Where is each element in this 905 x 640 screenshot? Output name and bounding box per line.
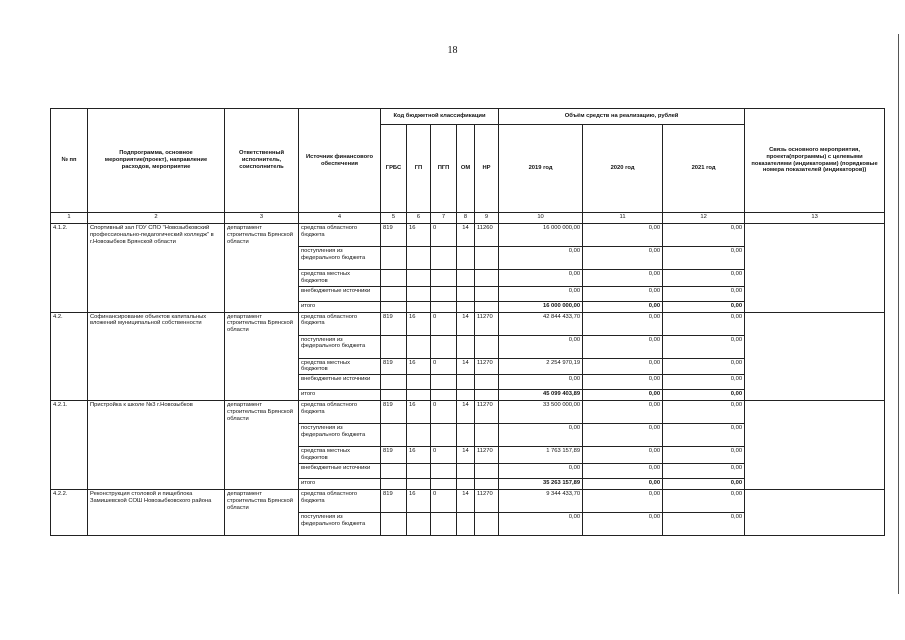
- amount-2020: 0,00: [583, 489, 663, 512]
- amount-2020: 0,00: [583, 358, 663, 375]
- indicator-link: [745, 312, 885, 401]
- column-number: 11: [583, 213, 663, 224]
- amount-2019: 0,00: [499, 270, 583, 287]
- total-code-empty: [407, 478, 431, 489]
- budget-table: [50, 108, 885, 536]
- amount-2019: 2 254 970,19: [499, 358, 583, 375]
- code-nr: [475, 286, 499, 301]
- column-number: 2: [88, 213, 225, 224]
- code-pgp: [431, 463, 457, 478]
- amount-2021: 0,00: [663, 335, 745, 358]
- code-pgp: [431, 247, 457, 270]
- total-2020: 0,00: [583, 478, 663, 489]
- code-nr: 11270: [475, 358, 499, 375]
- funding-source: средства местных бюджетов: [299, 358, 381, 375]
- code-om: [457, 270, 475, 287]
- funding-source: средства местных бюджетов: [299, 270, 381, 287]
- amount-2019: 0,00: [499, 286, 583, 301]
- header-volume: Объём средств на реализацию, рублей: [499, 109, 745, 125]
- total-code-empty: [431, 301, 457, 312]
- code-pgp: 0: [431, 224, 457, 247]
- column-number: 10: [499, 213, 583, 224]
- total-code-empty: [475, 390, 499, 401]
- code-nr: [475, 375, 499, 390]
- total-code-empty: [381, 390, 407, 401]
- amount-2021: 0,00: [663, 463, 745, 478]
- funding-source: внебюджетные источники: [299, 463, 381, 478]
- indicator-link: [745, 489, 885, 535]
- code-grbs: 819: [381, 447, 407, 464]
- amount-2020: 0,00: [583, 424, 663, 447]
- total-code-empty: [407, 301, 431, 312]
- header-link: Связь основного мероприятия, проекта(программы) с целевыми показателями (индикаторами) (порядковые номера показателей (индикаторов)): [745, 109, 885, 213]
- table-header: [51, 109, 885, 224]
- code-grbs: 819: [381, 489, 407, 512]
- total-code-empty: [381, 478, 407, 489]
- code-nr: 11270: [475, 312, 499, 335]
- amount-2020: 0,00: [583, 312, 663, 335]
- code-gp: 16: [407, 447, 431, 464]
- amount-2021: 0,00: [663, 375, 745, 390]
- amount-2021: 0,00: [663, 512, 745, 535]
- amount-2021: 0,00: [663, 424, 745, 447]
- total-2021: 0,00: [663, 301, 745, 312]
- code-gp: 16: [407, 489, 431, 512]
- column-number: 12: [663, 213, 745, 224]
- code-gp: 16: [407, 312, 431, 335]
- code-grbs: 819: [381, 312, 407, 335]
- total-2020: 0,00: [583, 390, 663, 401]
- code-om: [457, 375, 475, 390]
- amount-2021: 0,00: [663, 447, 745, 464]
- code-om: 14: [457, 401, 475, 424]
- code-pgp: [431, 375, 457, 390]
- code-om: [457, 512, 475, 535]
- code-om: 14: [457, 312, 475, 335]
- amount-2019: 16 000 000,00: [499, 224, 583, 247]
- code-gp: [407, 375, 431, 390]
- amount-2021: 0,00: [663, 224, 745, 247]
- amount-2021: 0,00: [663, 286, 745, 301]
- header-2020: 2020 год: [583, 125, 663, 213]
- item-number: 4.2.1.: [51, 401, 88, 490]
- item-executor: департамент строительства Брянской области: [225, 312, 299, 401]
- header-om: ОМ: [457, 125, 475, 213]
- table-row: [51, 489, 885, 512]
- amount-2020: 0,00: [583, 335, 663, 358]
- amount-2021: 0,00: [663, 312, 745, 335]
- code-gp: [407, 270, 431, 287]
- amount-2019: 9 344 433,70: [499, 489, 583, 512]
- code-gp: [407, 463, 431, 478]
- code-grbs: [381, 335, 407, 358]
- code-om: 14: [457, 489, 475, 512]
- code-om: 14: [457, 358, 475, 375]
- item-executor: департамент строительства Брянской области: [225, 224, 299, 313]
- code-nr: 11270: [475, 447, 499, 464]
- total-2019: 45 099 403,89: [499, 390, 583, 401]
- header-executor: Ответственный исполнитель, соисполнитель: [225, 109, 299, 213]
- column-number: 8: [457, 213, 475, 224]
- code-nr: [475, 247, 499, 270]
- code-nr: [475, 424, 499, 447]
- table-row: [51, 312, 885, 335]
- funding-source: средства областного бюджета: [299, 489, 381, 512]
- code-grbs: [381, 424, 407, 447]
- header-grbs: ГРБС: [381, 125, 407, 213]
- header-2021: 2021 год: [663, 125, 745, 213]
- code-grbs: [381, 375, 407, 390]
- amount-2019: 0,00: [499, 512, 583, 535]
- amount-2020: 0,00: [583, 512, 663, 535]
- column-number: 7: [431, 213, 457, 224]
- amount-2020: 0,00: [583, 224, 663, 247]
- code-nr: [475, 270, 499, 287]
- column-number: 5: [381, 213, 407, 224]
- code-gp: [407, 247, 431, 270]
- item-number: 4.2.2.: [51, 489, 88, 535]
- code-om: [457, 286, 475, 301]
- amount-2020: 0,00: [583, 375, 663, 390]
- total-2019: 16 000 000,00: [499, 301, 583, 312]
- total-2021: 0,00: [663, 390, 745, 401]
- code-gp: 16: [407, 358, 431, 375]
- item-name: Софинансирование объектов капитальных вложений муниципальной собственности: [88, 312, 225, 401]
- scan-edge-line: [898, 34, 899, 594]
- column-number: 3: [225, 213, 299, 224]
- amount-2020: 0,00: [583, 286, 663, 301]
- code-grbs: [381, 247, 407, 270]
- amount-2019: 1 763 157,89: [499, 447, 583, 464]
- funding-source: средства областного бюджета: [299, 401, 381, 424]
- funding-source: поступления из федерального бюджета: [299, 424, 381, 447]
- amount-2020: 0,00: [583, 401, 663, 424]
- header-source: Источник финансового обеспечения: [299, 109, 381, 213]
- code-gp: 16: [407, 224, 431, 247]
- total-code-empty: [457, 478, 475, 489]
- amount-2019: 0,00: [499, 335, 583, 358]
- header-2019: 2019 год: [499, 125, 583, 213]
- code-grbs: 819: [381, 358, 407, 375]
- total-label: итого: [299, 301, 381, 312]
- header-gp: ГП: [407, 125, 431, 213]
- table-row: [51, 224, 885, 247]
- header-budget-code: Код бюджетной классификации: [381, 109, 499, 125]
- total-2021: 0,00: [663, 478, 745, 489]
- code-gp: [407, 335, 431, 358]
- column-number: 6: [407, 213, 431, 224]
- funding-source: внебюджетные источники: [299, 286, 381, 301]
- total-2019: 35 263 157,89: [499, 478, 583, 489]
- code-grbs: 819: [381, 401, 407, 424]
- amount-2019: 42 844 433,70: [499, 312, 583, 335]
- total-label: итого: [299, 390, 381, 401]
- amount-2021: 0,00: [663, 358, 745, 375]
- total-code-empty: [475, 301, 499, 312]
- amount-2020: 0,00: [583, 463, 663, 478]
- code-nr: 11260: [475, 224, 499, 247]
- amount-2019: 0,00: [499, 424, 583, 447]
- total-label: итого: [299, 478, 381, 489]
- amount-2021: 0,00: [663, 489, 745, 512]
- code-pgp: 0: [431, 401, 457, 424]
- amount-2019: 0,00: [499, 463, 583, 478]
- code-om: [457, 335, 475, 358]
- code-grbs: [381, 286, 407, 301]
- code-pgp: [431, 512, 457, 535]
- total-code-empty: [407, 390, 431, 401]
- code-nr: 11270: [475, 489, 499, 512]
- code-om: 14: [457, 224, 475, 247]
- page-number: 18: [447, 45, 458, 56]
- total-code-empty: [475, 478, 499, 489]
- code-gp: 16: [407, 401, 431, 424]
- code-grbs: [381, 463, 407, 478]
- amount-2021: 0,00: [663, 401, 745, 424]
- code-nr: 11270: [475, 401, 499, 424]
- code-om: [457, 247, 475, 270]
- funding-source: поступления из федерального бюджета: [299, 247, 381, 270]
- funding-source: поступления из федерального бюджета: [299, 512, 381, 535]
- code-gp: [407, 512, 431, 535]
- code-pgp: 0: [431, 312, 457, 335]
- item-number: 4.1.2.: [51, 224, 88, 313]
- code-om: [457, 463, 475, 478]
- code-grbs: [381, 270, 407, 287]
- amount-2020: 0,00: [583, 270, 663, 287]
- code-om: [457, 424, 475, 447]
- amount-2021: 0,00: [663, 247, 745, 270]
- total-code-empty: [381, 301, 407, 312]
- code-grbs: 819: [381, 224, 407, 247]
- code-pgp: [431, 286, 457, 301]
- funding-source: средства областного бюджета: [299, 224, 381, 247]
- item-name: Реконструкция столовой и пищеблока Замишевской СОШ Новозыбковского района: [88, 489, 225, 535]
- code-pgp: [431, 335, 457, 358]
- code-gp: [407, 424, 431, 447]
- code-grbs: [381, 512, 407, 535]
- amount-2020: 0,00: [583, 247, 663, 270]
- amount-2021: 0,00: [663, 270, 745, 287]
- code-pgp: 0: [431, 358, 457, 375]
- header-pgp: ПГП: [431, 125, 457, 213]
- code-nr: [475, 335, 499, 358]
- indicator-link: [745, 401, 885, 490]
- funding-source: поступления из федерального бюджета: [299, 335, 381, 358]
- column-number: 1: [51, 213, 88, 224]
- code-pgp: [431, 424, 457, 447]
- item-executor: департамент строительства Брянской области: [225, 489, 299, 535]
- column-number: 4: [299, 213, 381, 224]
- item-name: Пристройка к школе №3 г.Новозыбков: [88, 401, 225, 490]
- total-code-empty: [457, 301, 475, 312]
- amount-2019: 0,00: [499, 247, 583, 270]
- funding-source: средства областного бюджета: [299, 312, 381, 335]
- code-nr: [475, 512, 499, 535]
- item-name: Спортивный зал ГОУ СПО "Новозыбковский профессионально-педагогический колледж" в г.Новозыбков Брянской области: [88, 224, 225, 313]
- column-number: 9: [475, 213, 499, 224]
- header-nr: НР: [475, 125, 499, 213]
- code-om: 14: [457, 447, 475, 464]
- amount-2019: 33 500 000,00: [499, 401, 583, 424]
- indicator-link: [745, 224, 885, 313]
- code-pgp: 0: [431, 447, 457, 464]
- amount-2020: 0,00: [583, 447, 663, 464]
- code-nr: [475, 463, 499, 478]
- funding-source: внебюджетные источники: [299, 375, 381, 390]
- code-pgp: [431, 270, 457, 287]
- column-number: 13: [745, 213, 885, 224]
- amount-2019: 0,00: [499, 375, 583, 390]
- code-gp: [407, 286, 431, 301]
- table-body: [51, 224, 885, 536]
- total-2020: 0,00: [583, 301, 663, 312]
- item-number: 4.2.: [51, 312, 88, 401]
- total-code-empty: [457, 390, 475, 401]
- header-num: № пп: [51, 109, 88, 213]
- table-row: [51, 401, 885, 424]
- total-code-empty: [431, 478, 457, 489]
- header-program: Подпрограмма, основное мероприятие(проект), направление расходов, мероприятие: [88, 109, 225, 213]
- code-pgp: 0: [431, 489, 457, 512]
- funding-source: средства местных бюджетов: [299, 447, 381, 464]
- total-code-empty: [431, 390, 457, 401]
- item-executor: департамент строительства Брянской области: [225, 401, 299, 490]
- column-number-row: [51, 213, 885, 224]
